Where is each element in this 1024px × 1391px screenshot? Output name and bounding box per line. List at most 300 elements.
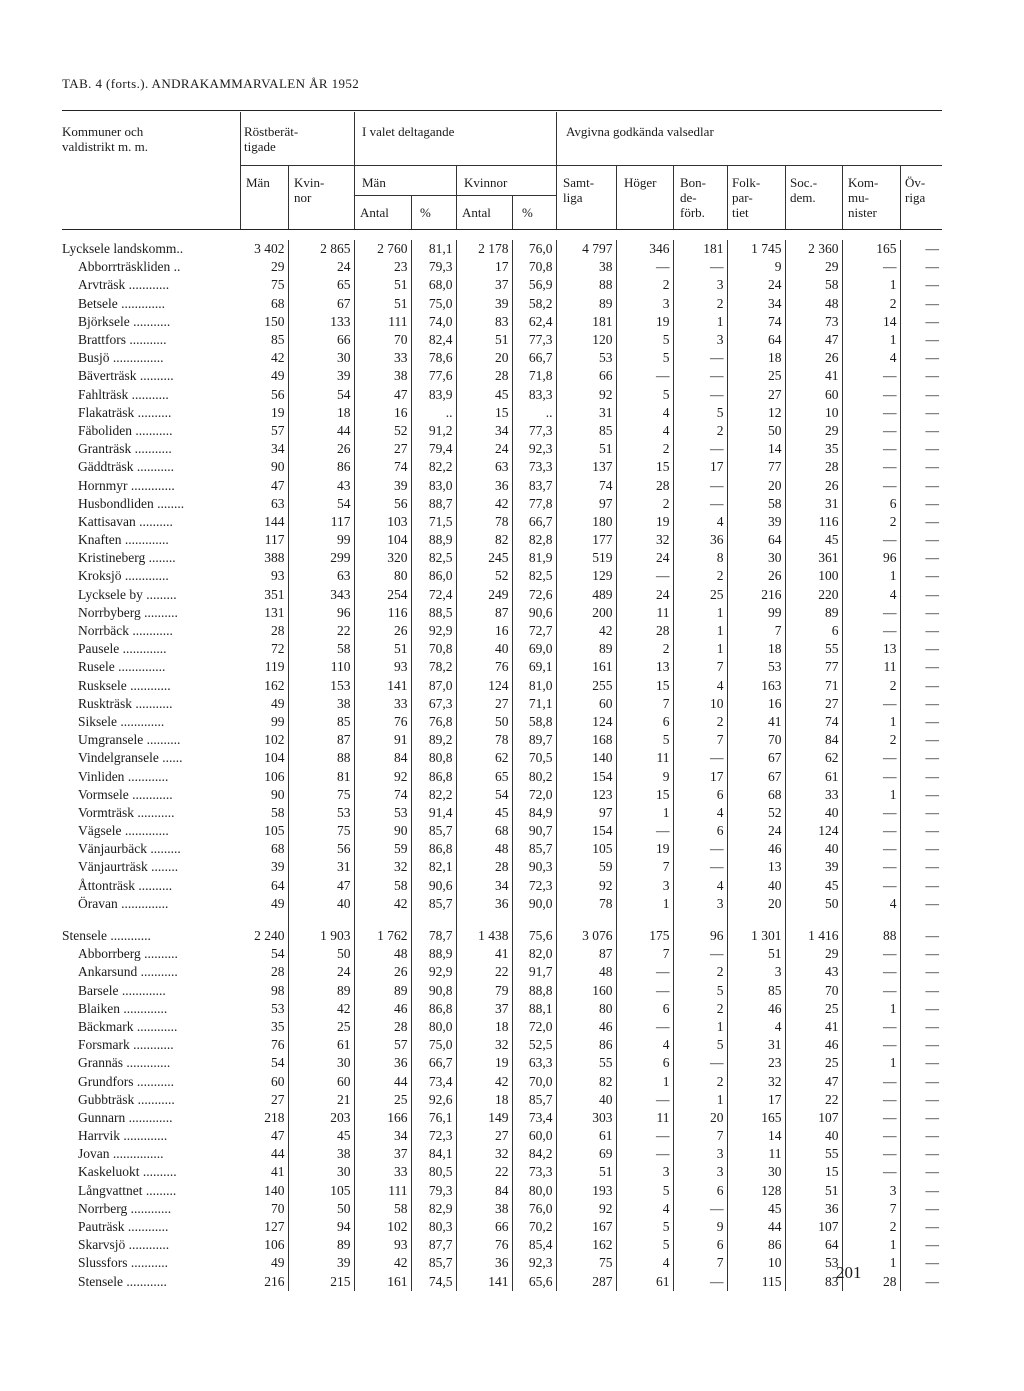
value-cell: 127 [264, 1219, 285, 1235]
value-cell: 67 [727, 767, 785, 785]
value-cell: 26 [785, 349, 842, 367]
leader-dots: ............. [120, 1000, 168, 1016]
header-vline-9 [673, 166, 674, 229]
value-cell: 78 [556, 895, 616, 913]
value-cell: 5 [673, 1036, 727, 1054]
value-cell: 78,2 [411, 658, 456, 676]
value-cell: 1 416 [785, 927, 842, 945]
value-cell: 175 [616, 927, 673, 945]
table-row [62, 295, 942, 313]
value-cell: 45 [456, 804, 512, 822]
value-cell: 1 [842, 786, 900, 804]
value-cell: 85,7 [411, 822, 456, 840]
value-cell: 38 [456, 1200, 512, 1218]
value-cell: 123 [556, 786, 616, 804]
district-name-text: Abborrberg [78, 946, 141, 962]
district-name-text: Lycksele by [78, 586, 143, 602]
value-cell: — [842, 258, 900, 276]
table-row [62, 258, 942, 276]
value-cell: 69,1 [512, 658, 556, 676]
value-cell: 71,1 [512, 695, 556, 713]
district-name-text: Vindelgransele [78, 750, 159, 766]
value-cell: 74 [354, 786, 411, 804]
value-cell: 2 [616, 440, 673, 458]
value-cell: 40 [556, 1091, 616, 1109]
district-name-text: Kaskeluokt [78, 1164, 140, 1180]
value-cell: 7 [616, 945, 673, 963]
value-cell: 153 [288, 677, 354, 695]
district-name-text: Granträsk [78, 441, 132, 457]
value-cell: 74 [556, 476, 616, 494]
value-cell: 79,3 [411, 258, 456, 276]
value-cell: 74 [785, 713, 842, 731]
value-cell: 81,9 [512, 549, 556, 567]
value-cell: — [673, 858, 727, 876]
table-row [62, 1182, 942, 1200]
value-cell: 42 [354, 895, 411, 913]
value-cell: 92 [354, 767, 411, 785]
value-cell: — [900, 731, 942, 749]
header-man-deltagande: Män [362, 175, 386, 190]
value-cell: 85 [727, 982, 785, 1000]
value-cell: 67 [727, 749, 785, 767]
value-cell: 106 [264, 768, 285, 784]
table-row [62, 822, 942, 840]
value-cell: 76 [456, 658, 512, 676]
value-cell: 85 [288, 713, 354, 731]
value-cell: 6 [616, 1054, 673, 1072]
value-cell: — [842, 1145, 900, 1163]
district-name [62, 240, 240, 258]
value-cell: 32 [727, 1072, 785, 1090]
leader-dots: .............. [114, 659, 166, 675]
value-cell: 40 [288, 895, 354, 913]
district-name-text: Vinliden [78, 768, 125, 784]
value-cell: 56 [288, 840, 354, 858]
header-vline-3 [556, 112, 557, 229]
value-cell: 49 [271, 895, 285, 911]
leader-dots: ........ [145, 550, 176, 566]
value-cell: 44 [271, 1146, 285, 1162]
value-cell: 70,0 [512, 1072, 556, 1090]
value-cell: — [673, 440, 727, 458]
value-cell: 63 [456, 458, 512, 476]
value-cell: 18 [456, 1018, 512, 1036]
value-cell: 3 [673, 276, 727, 294]
value-cell: — [900, 786, 942, 804]
value-cell: 96 [673, 927, 727, 945]
value-cell: 30 [727, 1163, 785, 1181]
value-cell: 161 [556, 658, 616, 676]
value-cell: — [842, 767, 900, 785]
value-cell: 6 [673, 786, 727, 804]
value-cell: 2 [673, 713, 727, 731]
table-row [62, 476, 942, 494]
value-cell: — [842, 1127, 900, 1145]
value-cell: 40 [456, 640, 512, 658]
value-cell: 216 [727, 586, 785, 604]
district-name-text: Vägsele [78, 823, 122, 839]
value-cell: 81,0 [512, 677, 556, 695]
header-pct-kvinnor: % [522, 205, 533, 220]
value-cell: — [900, 1236, 942, 1254]
leader-dots: ............ [124, 1219, 169, 1235]
district-name [62, 945, 240, 963]
value-cell: 32 [456, 1145, 512, 1163]
value-cell: 90 [271, 786, 285, 802]
table-row [62, 877, 942, 895]
value-cell: 320 [354, 549, 411, 567]
leader-dots: ............ [128, 623, 173, 639]
value-cell: 47 [785, 1072, 842, 1090]
value-cell: 162 [556, 1236, 616, 1254]
value-cell: 100 [785, 567, 842, 585]
value-cell: 3 402 [254, 241, 285, 257]
value-cell: 72,3 [512, 877, 556, 895]
value-cell: 68 [456, 822, 512, 840]
table-row [62, 786, 942, 804]
value-cell: 218 [264, 1109, 285, 1125]
value-cell: 16 [456, 622, 512, 640]
table-row [62, 1236, 942, 1254]
value-cell: 82 [556, 1072, 616, 1090]
value-cell: 48 [456, 840, 512, 858]
table-row [62, 1218, 942, 1236]
value-cell: — [900, 295, 942, 313]
value-cell: 58 [271, 804, 285, 820]
value-cell: 86,8 [411, 1000, 456, 1018]
district-name-text: Långvattnet [78, 1182, 143, 1198]
value-cell: 1 438 [456, 927, 512, 945]
value-cell: 36 [456, 1254, 512, 1272]
value-cell: 4 [727, 1018, 785, 1036]
value-cell: — [900, 858, 942, 876]
district-name-text: Gäddträsk [78, 459, 134, 475]
value-cell: — [900, 713, 942, 731]
value-cell: 88 [556, 276, 616, 294]
value-cell: — [900, 422, 942, 440]
district-name [62, 1273, 240, 1291]
value-cell: 88 [842, 927, 900, 945]
value-cell: 64 [785, 1236, 842, 1254]
value-cell: 80,8 [411, 749, 456, 767]
value-cell: 56 [354, 495, 411, 513]
value-cell: 17 [673, 767, 727, 785]
value-cell: 35 [785, 440, 842, 458]
leader-dots: ............ [126, 677, 171, 693]
value-cell: 65,6 [512, 1273, 556, 1291]
value-cell: 6 [616, 1000, 673, 1018]
district-name-text: Vänjaurbäck [78, 841, 147, 857]
value-cell: 56 [271, 386, 285, 402]
table-row [62, 1000, 942, 1018]
value-cell: — [842, 1091, 900, 1109]
value-cell: 13 [842, 640, 900, 658]
district-name-text: Kattisavan [78, 513, 136, 529]
value-cell: 17 [673, 458, 727, 476]
value-cell: 2 [673, 963, 727, 981]
value-cell: 24 [456, 440, 512, 458]
value-cell: 249 [456, 586, 512, 604]
district-name-text: Vänjaurträsk [78, 859, 148, 875]
value-cell: 3 [673, 1163, 727, 1181]
value-cell: 50 [785, 895, 842, 913]
value-cell: 87,0 [411, 677, 456, 695]
value-cell: — [673, 258, 727, 276]
leader-dots: ............ [124, 768, 169, 784]
value-cell: — [900, 367, 942, 385]
value-cell: — [900, 258, 942, 276]
value-cell: 50 [288, 945, 354, 963]
value-cell: 58 [354, 1200, 411, 1218]
value-cell: 58,8 [512, 713, 556, 731]
table-row [62, 767, 942, 785]
value-cell: 77 [785, 658, 842, 676]
value-cell: — [900, 840, 942, 858]
value-cell: 47 [271, 477, 285, 493]
value-cell: 124 [556, 713, 616, 731]
value-cell: 18 [288, 404, 354, 422]
value-cell: — [842, 386, 900, 404]
table-row [62, 331, 942, 349]
value-cell: 13 [727, 858, 785, 876]
value-cell: 129 [556, 567, 616, 585]
value-cell: 70,2 [512, 1218, 556, 1236]
value-cell: 4 [842, 586, 900, 604]
value-cell: 115 [727, 1273, 785, 1291]
table-spacer [62, 913, 942, 927]
value-cell: 66,7 [512, 349, 556, 367]
value-cell: 6 [616, 713, 673, 731]
value-cell: 71,8 [512, 367, 556, 385]
table-title: TAB. 4 (forts.). ANDRAKAMMARVALEN ÅR 1952 [62, 76, 360, 91]
value-cell: 5 [673, 982, 727, 1000]
table-row [62, 677, 942, 695]
value-cell: 39 [288, 367, 354, 385]
value-cell: 11 [616, 1109, 673, 1127]
district-name [62, 422, 240, 440]
header-man: Män [246, 175, 270, 190]
table-row [62, 440, 942, 458]
value-cell: 45 [785, 531, 842, 549]
value-cell: 81 [288, 767, 354, 785]
district-name [62, 749, 240, 767]
value-cell: 48 [556, 963, 616, 981]
spacer-cell [354, 913, 411, 927]
value-cell: 84 [456, 1182, 512, 1200]
value-cell: 98 [271, 982, 285, 998]
value-cell: 102 [264, 732, 285, 748]
spacer-cell [288, 913, 354, 927]
value-cell: 6 [673, 1182, 727, 1200]
value-cell: — [842, 749, 900, 767]
table-row [62, 276, 942, 294]
leader-dots: .......... [135, 877, 173, 893]
value-cell: 4 [842, 895, 900, 913]
value-cell: 53 [271, 1000, 285, 1016]
district-name-text: Åttonträsk [78, 877, 135, 893]
value-cell: 96 [842, 549, 900, 567]
value-cell: 19 [456, 1054, 512, 1072]
value-cell: 28 [842, 1273, 900, 1291]
district-name [62, 1200, 240, 1218]
value-cell: 37 [354, 1145, 411, 1163]
value-cell: — [900, 1163, 942, 1181]
district-name-text: Barsele [78, 982, 119, 998]
value-cell: 27 [271, 1091, 285, 1107]
value-cell: 14 [727, 440, 785, 458]
district-name-text: Fäboliden [78, 422, 132, 438]
district-name [62, 622, 240, 640]
value-cell: — [842, 531, 900, 549]
value-cell: 76,8 [411, 713, 456, 731]
table-row [62, 313, 942, 331]
district-name-text: Pauträsk [78, 1219, 125, 1235]
value-cell: 34 [354, 1127, 411, 1145]
value-cell: — [673, 1200, 727, 1218]
value-cell: 67,3 [411, 695, 456, 713]
value-cell: 14 [727, 1127, 785, 1145]
value-cell: 117 [264, 532, 285, 548]
value-cell: — [842, 695, 900, 713]
value-cell: 28 [456, 858, 512, 876]
leader-dots: ........... [132, 695, 173, 711]
value-cell: 7 [727, 622, 785, 640]
value-cell: 93 [354, 658, 411, 676]
leader-dots: .......... [143, 732, 181, 748]
leader-dots: ........... [132, 422, 173, 438]
district-name [62, 1036, 240, 1054]
leader-dots: ............. [117, 295, 165, 311]
leader-dots: ............... [109, 350, 164, 366]
spacer-cell [411, 913, 456, 927]
value-cell: 24 [616, 549, 673, 567]
value-cell: 85 [556, 422, 616, 440]
value-cell: 361 [785, 549, 842, 567]
value-cell: — [842, 822, 900, 840]
value-cell: 54 [288, 386, 354, 404]
value-cell: 2 [616, 276, 673, 294]
header-samtliga: Samt- liga [563, 175, 595, 205]
value-cell: 4 [673, 677, 727, 695]
value-cell: 10 [785, 404, 842, 422]
value-cell: 31 [556, 404, 616, 422]
value-cell: 28 [616, 622, 673, 640]
value-cell: 62 [456, 749, 512, 767]
district-name [62, 713, 240, 731]
value-cell: 61 [288, 1036, 354, 1054]
table-row [62, 982, 942, 1000]
value-cell: — [900, 240, 942, 258]
table-row [62, 658, 942, 676]
district-name [62, 858, 240, 876]
value-cell: 59 [556, 858, 616, 876]
value-cell: 2 [842, 295, 900, 313]
value-cell: 2 760 [354, 240, 411, 258]
value-cell: 88,1 [512, 1000, 556, 1018]
value-cell: 346 [616, 240, 673, 258]
value-cell: 41 [727, 713, 785, 731]
value-cell: 90,8 [411, 982, 456, 1000]
value-cell: 82,5 [512, 567, 556, 585]
value-cell: 54 [456, 786, 512, 804]
value-cell: — [900, 767, 942, 785]
value-cell: 11 [616, 749, 673, 767]
value-cell: 34 [456, 877, 512, 895]
value-cell: 489 [556, 586, 616, 604]
value-cell: 1 [673, 1018, 727, 1036]
value-cell: 254 [354, 586, 411, 604]
value-cell: 75,0 [411, 1036, 456, 1054]
leader-dots: ............ [133, 1018, 178, 1034]
value-cell: 99 [727, 604, 785, 622]
value-cell: 1 [842, 1254, 900, 1272]
leader-dots: ............. [121, 568, 169, 584]
value-cell: 72,6 [512, 586, 556, 604]
value-cell: — [900, 513, 942, 531]
value-cell: 99 [288, 531, 354, 549]
value-cell: 77 [727, 458, 785, 476]
value-cell: 33 [785, 786, 842, 804]
header-hoger: Höger [624, 175, 657, 190]
value-cell: 4 [616, 404, 673, 422]
value-cell: — [616, 567, 673, 585]
value-cell: 62 [785, 749, 842, 767]
value-cell: 58 [288, 640, 354, 658]
value-cell: 1 [616, 804, 673, 822]
table-row [62, 749, 942, 767]
value-cell: 22 [456, 1163, 512, 1181]
value-cell: 177 [556, 531, 616, 549]
value-cell: — [900, 622, 942, 640]
value-cell: 162 [264, 677, 285, 693]
district-name [62, 767, 240, 785]
value-cell: 19 [271, 404, 285, 420]
value-cell: 79,4 [411, 440, 456, 458]
value-cell: 163 [727, 677, 785, 695]
value-cell: 92,3 [512, 440, 556, 458]
value-cell: 94 [288, 1218, 354, 1236]
value-cell: 70,5 [512, 749, 556, 767]
value-cell: 124 [456, 677, 512, 695]
value-cell: 89 [288, 982, 354, 1000]
value-cell: 45 [785, 877, 842, 895]
value-cell: 51 [556, 440, 616, 458]
value-cell: 84,1 [411, 1145, 456, 1163]
value-cell: 62,4 [512, 313, 556, 331]
value-cell: — [900, 1036, 942, 1054]
value-cell: 42 [354, 1254, 411, 1272]
header-vline-6 [411, 196, 412, 229]
value-cell: 93 [271, 568, 285, 584]
district-name [62, 295, 240, 313]
value-cell: 58 [354, 877, 411, 895]
value-cell: — [900, 822, 942, 840]
value-cell: 59 [354, 840, 411, 858]
value-cell: 116 [785, 513, 842, 531]
value-cell: 65 [456, 767, 512, 785]
leader-dots: ............ [127, 1200, 172, 1216]
value-cell: 65 [288, 276, 354, 294]
spacer-cell [512, 913, 556, 927]
value-cell: 11 [842, 658, 900, 676]
leader-dots: ........... [127, 1255, 169, 1271]
value-cell: — [900, 640, 942, 658]
value-cell: 111 [354, 313, 411, 331]
value-cell: 38 [288, 1145, 354, 1163]
leader-dots: ............. [117, 713, 165, 729]
value-cell: — [900, 531, 942, 549]
